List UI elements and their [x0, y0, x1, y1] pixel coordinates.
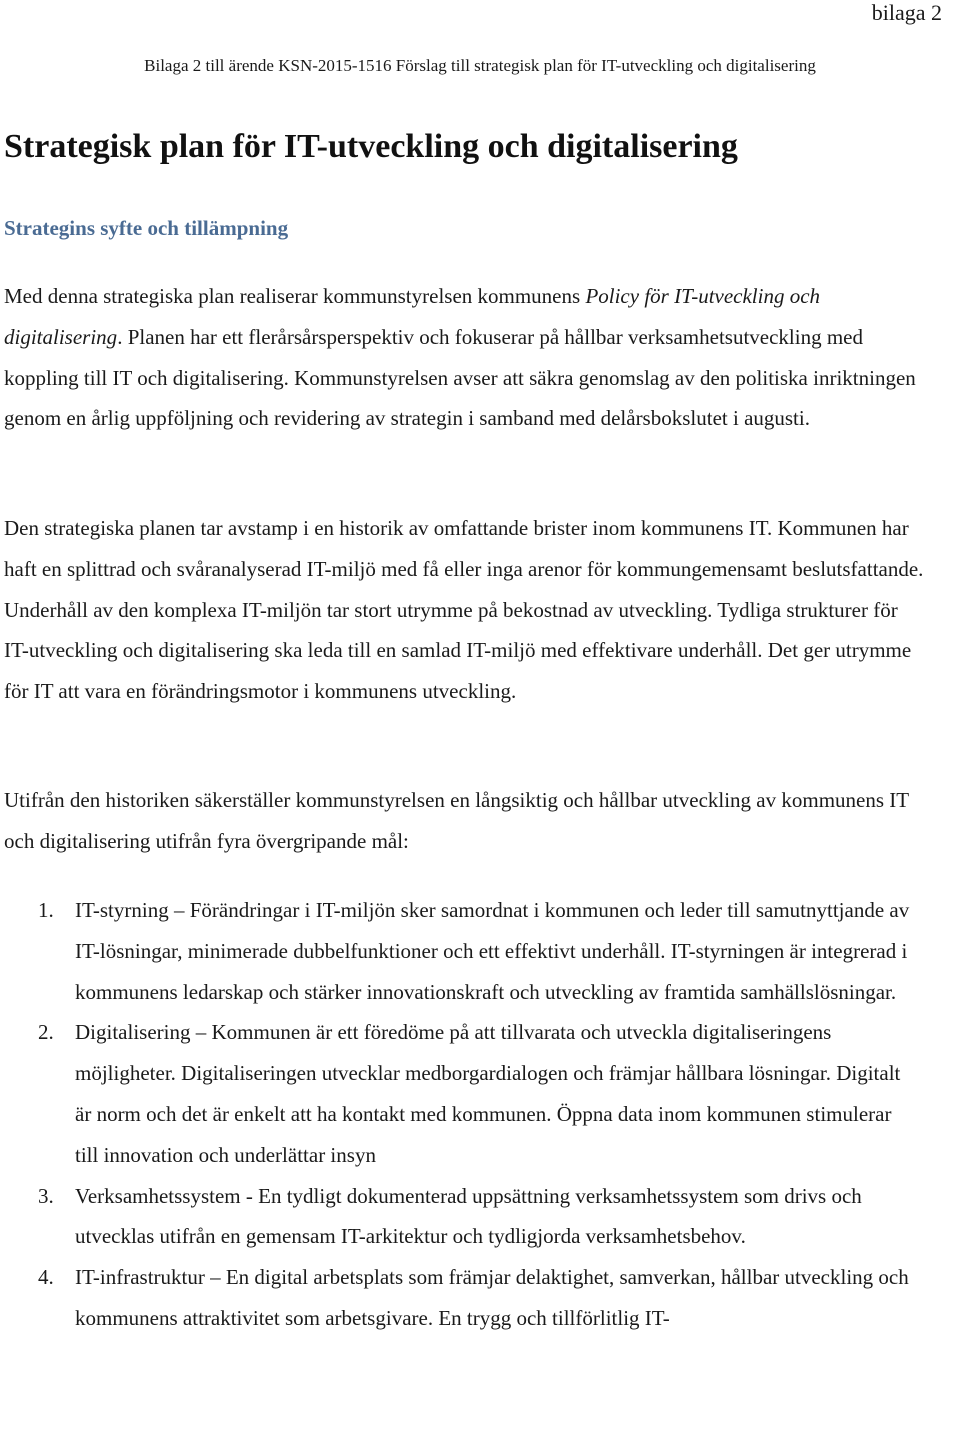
goal-text: IT-styrning – Förändringar i IT-miljön sker samordnat i kommunen och leder till samutnyttjande av IT-lösningar, minimerade dubbelfunktioner och ett effektivt underhåll. IT-styrningen är integrerad i kommunens ledarskap och stärker innovationskraft och utveckling av framtida samhällslösningar.: [75, 898, 910, 1004]
intro-lead-text: Med denna strategiska plan realiserar kommunstyrelsen kommunens: [4, 284, 586, 308]
goal-item-digitalisering: [0, 1012, 920, 1175]
running-header: Bilaga 2 till ärende KSN-2015-1516 Förslag till strategisk plan för IT-utveckling och digitalisering: [144, 56, 816, 75]
goal-list: [0, 890, 920, 1339]
goals-intro-paragraph: Utifrån den historiken säkerställer kommunstyrelsen en långsiktig och hållbar utveckling av kommunens IT och digitalisering utifrån fyra övergripande mål:: [4, 788, 909, 853]
goal-item-verksamhetssystem: [0, 1176, 920, 1258]
goal-item-it-infrastruktur: [0, 1257, 920, 1339]
goal-number: 2.: [38, 1020, 54, 1045]
attachment-tag: bilaga 2: [871, 0, 942, 25]
intro-rest-text: . Planen har ett flerårsårsperspektiv och fokuserar på hållbar verksamhetsutveckling med koppling till IT och digitalisering. Kommunstyrelsen avser att säkra genomslag av den politiska inriktningen genom en årlig uppföljning och revidering av strategin i samband med delårsbokslutet i augusti.: [4, 324, 916, 431]
history-paragraph: Den strategiska planen tar avstamp i en historik av omfattande brister inom kommunens IT. Kommunen har haft en splittrad och svåranalyserad IT-miljö med få eller inga arenor för kommungemensamt beslutsfattande. Underhåll av den komplexa IT-miljön tar stort utrymme på bekostnad av utveckling. Tydliga strukturer för IT-utveckling och digitalisering ska leda till en samlad IT-miljö med effektivare underhåll. Det ger utrymme för IT att vara en förändringsmotor i kommunens utveckling.: [4, 516, 924, 704]
goal-number: 4.: [38, 1265, 54, 1290]
goal-text: IT-infrastruktur – En digital arbetsplats som främjar delaktighet, samverkan, hållbar utveckling och kommunens attraktivitet som arbetsgivare. En trygg och tillförlitlig IT-: [75, 1265, 909, 1330]
policy-title-reference: Policy för IT-utveckling och digitalisering: [4, 284, 821, 349]
goal-number: 1.: [38, 898, 54, 922]
intro-paragraph: [4, 276, 924, 439]
goal-item-it-styrning: [0, 890, 920, 1012]
goal-text: Verksamhetssystem - En tydligt dokumenterad uppsättning verksamhetssystem som drivs och utvecklas utifrån en gemensam IT-arkitektur och tydligjorda verksamhetsbehov.: [75, 1183, 862, 1249]
document-title: Strategisk plan för IT-utveckling och digitalisering: [4, 128, 738, 165]
goal-text: Digitalisering – Kommunen är ett föredöme på att tillvarata och utveckla digitaliseringens möjligheter. Digitaliseringen utvecklar medborgardialogen och främjar hållbara lösningar. Digitalt är norm och det är enkelt att ha kontakt med kommunen. Öppna data inom kommunen stimulerar till innovation och underlättar insyn: [75, 1020, 901, 1167]
goal-number: 3.: [38, 1183, 54, 1208]
section-heading: Strategins syfte och tillämpning: [4, 216, 289, 240]
